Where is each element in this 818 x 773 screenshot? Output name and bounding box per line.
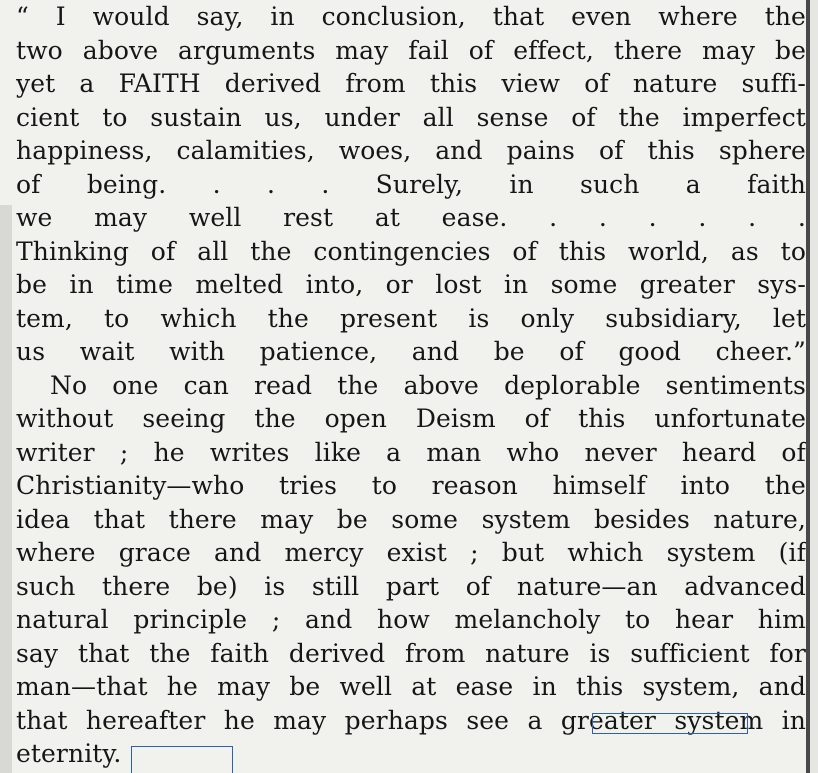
text-word: the [764, 2, 806, 31]
text-word: into [680, 471, 731, 500]
text-word: he [223, 705, 255, 735]
text-word: open [324, 404, 387, 433]
text-word: fail [408, 35, 449, 65]
text-word: sustain [150, 102, 242, 132]
text-word: where [16, 538, 96, 567]
text-line [16, 503, 806, 537]
text-word: tries [278, 471, 338, 500]
text-word: that [492, 2, 545, 31]
text-word: man [426, 437, 482, 467]
text-word: this [558, 236, 607, 266]
text-word: with [169, 337, 226, 366]
text-word: besides [593, 504, 690, 534]
text-word: ; [470, 538, 479, 567]
text-word: of [512, 236, 537, 266]
text-word: at [374, 203, 400, 232]
text-word: only [520, 303, 575, 333]
text-word: may [217, 672, 271, 701]
text-word: may [335, 35, 389, 65]
text-word: may [702, 35, 756, 65]
text-word: yet [16, 69, 56, 98]
text-word: reason [431, 471, 518, 500]
text-word: being. [86, 169, 167, 199]
text-word: faith [210, 638, 270, 668]
text-word: into, [305, 270, 364, 299]
text-word: . [321, 169, 330, 199]
text-word: us, [264, 102, 302, 132]
text-word: sphere [718, 136, 806, 165]
text-line [16, 436, 806, 470]
text-word: I [55, 2, 66, 31]
text-word: greater [560, 705, 656, 735]
text-word: system [666, 538, 756, 567]
text-word: nature [485, 638, 570, 668]
text-word: perhaps [344, 705, 448, 735]
text-word: who [506, 437, 560, 467]
text-word: us [16, 337, 46, 366]
text-word: of [781, 437, 806, 467]
text-word: sense [476, 102, 549, 132]
text-word: may [260, 504, 314, 534]
text-word: well [339, 672, 393, 701]
text-word: natural [16, 605, 109, 634]
text-word: say, [196, 2, 244, 31]
text-word: the [618, 102, 660, 132]
text-word: the [337, 370, 379, 400]
text-word: how [377, 605, 430, 634]
text-word: such [580, 169, 640, 199]
text-word: from [405, 638, 466, 668]
text-word: happiness, [16, 136, 153, 165]
text-line [16, 101, 806, 135]
text-word: Deism [415, 404, 496, 433]
text-word: for [769, 638, 806, 668]
text-word: and [435, 136, 483, 165]
text-word: from [345, 69, 406, 98]
text-word: . [797, 203, 806, 232]
text-word: view [501, 69, 561, 98]
text-word: time [116, 270, 173, 299]
text-word: himself [552, 471, 646, 500]
text-word: he [153, 437, 185, 467]
text-word: tem, [16, 303, 73, 333]
text-word: be [289, 672, 321, 701]
text-word: and [213, 538, 262, 567]
text-word: as [730, 236, 759, 266]
text-word: . [598, 203, 607, 232]
text-word: hereafter [85, 705, 206, 735]
text-word: . [549, 203, 558, 232]
text-word: Surely, [375, 169, 464, 199]
text-word: all [197, 236, 229, 266]
text-word: conclusion, [321, 2, 466, 31]
text-word: greater [639, 270, 735, 299]
text-word: sufficient [630, 638, 750, 668]
text-line [16, 369, 806, 403]
text-word: is [264, 571, 286, 601]
text-line [16, 268, 806, 302]
text-line [16, 637, 806, 671]
text-line [16, 469, 806, 503]
text-word: principle [133, 605, 248, 634]
text-word: heard [681, 437, 757, 467]
text-word: unfortunate [654, 404, 806, 433]
text-line [16, 536, 806, 570]
text-word: like [314, 437, 361, 467]
text-word: two [16, 35, 63, 65]
text-word: lost [435, 270, 482, 299]
text-word: . [212, 169, 221, 199]
text-line [16, 402, 806, 436]
text-word: let [772, 303, 806, 333]
text-word: . [748, 203, 757, 232]
text-word: see [466, 705, 510, 735]
text-word: a [685, 169, 701, 199]
text-word: even [571, 2, 632, 31]
text-word: but [501, 538, 545, 567]
text-line [16, 34, 806, 68]
text-word: all [422, 102, 454, 132]
text-word: a [527, 705, 543, 735]
text-word: where [658, 2, 738, 31]
text-word: FAITH [118, 69, 201, 98]
text-word: be [493, 337, 525, 366]
text-word: grace [118, 538, 191, 567]
text-word: the [267, 303, 309, 333]
text-word: be [16, 270, 47, 299]
text-word: good [618, 337, 681, 366]
text-word: melancholy [454, 605, 601, 634]
text-word: calamities, [176, 136, 315, 165]
text-word: Christianity—who [16, 471, 245, 500]
text-word: say [16, 638, 59, 668]
text-word: is [589, 638, 611, 668]
text-line [16, 201, 806, 235]
text-word: of [465, 571, 491, 601]
text-word: in [69, 270, 94, 299]
text-word: in [532, 672, 557, 701]
text-word: in [509, 169, 534, 199]
text-word: seeing [142, 404, 226, 433]
text-word: some [550, 270, 618, 299]
text-word: . [648, 203, 657, 232]
text-word: cheer.” [715, 337, 806, 366]
text-word: ease [455, 672, 514, 701]
text-word: we [16, 203, 53, 232]
text-word: pains [506, 136, 575, 165]
text-line [16, 570, 806, 604]
text-word: that [16, 705, 68, 735]
text-word: deplorable [504, 370, 641, 400]
text-word: derived [288, 638, 386, 668]
text-word: and [758, 672, 806, 701]
text-line [16, 0, 806, 34]
text-word: nature—an [516, 571, 658, 601]
text-word: which [160, 303, 237, 333]
text-word: arguments [178, 35, 316, 65]
text-word: imperfect [682, 102, 806, 132]
text-word: nature, [713, 504, 806, 534]
text-word: ease. [441, 203, 508, 232]
text-word: wait [79, 337, 135, 366]
text-word: present [340, 303, 438, 333]
text-word: woes, [338, 136, 412, 165]
text-line [16, 235, 806, 269]
text-word: Thinking [16, 236, 129, 266]
text-word: be [336, 504, 368, 534]
text-line [16, 603, 806, 637]
text-word: may [273, 705, 327, 735]
text-word: some [391, 504, 459, 534]
text-word: rest [283, 203, 334, 232]
text-word: of [598, 136, 624, 165]
text-word: and [411, 337, 460, 366]
text-word: No [50, 370, 88, 400]
text-word: still [311, 571, 360, 601]
text-word: without [16, 404, 114, 433]
text-word: read [254, 370, 313, 400]
text-word: be [775, 35, 806, 65]
text-word: to [780, 236, 806, 266]
text-word: of [524, 404, 550, 433]
selection-box [592, 713, 748, 734]
text-word: and [305, 605, 353, 634]
text-word: under [324, 102, 400, 132]
text-word: . [698, 203, 707, 232]
text-word: idea [16, 504, 71, 534]
text-word: faith [747, 169, 806, 199]
text-word: writes [209, 437, 290, 467]
text-word: contingencies [313, 236, 491, 266]
text-word: subsidiary, [605, 303, 742, 333]
text-word: cient [16, 102, 80, 132]
text-word: system [481, 504, 571, 534]
text-word: (if [778, 538, 806, 567]
text-word: ; [271, 605, 281, 634]
text-word: the [254, 404, 296, 433]
text-word: advanced [684, 571, 806, 601]
text-word: in [503, 270, 529, 299]
text-word: there [102, 571, 171, 601]
text-word: to [102, 102, 128, 132]
text-word: mercy [284, 538, 364, 567]
text-word: of [584, 69, 609, 98]
text-word: in [270, 2, 295, 31]
scan-margin [0, 205, 12, 773]
text-word: can [183, 370, 229, 400]
text-word: to [624, 605, 651, 634]
text-word: above [82, 35, 159, 65]
text-word: man—that [16, 672, 148, 701]
text-line [16, 134, 806, 168]
text-word: may [94, 203, 148, 232]
text-word: system, [642, 672, 740, 701]
text-word: which [567, 538, 644, 567]
text-word: this [429, 69, 478, 98]
text-word: sentiments [665, 370, 806, 400]
text-word: the [764, 471, 806, 500]
article-text [16, 0, 806, 771]
text-word: one [112, 370, 159, 400]
text-word: a [386, 437, 402, 467]
text-word: there [613, 35, 683, 65]
text-word: or [385, 270, 413, 299]
text-word: of [150, 236, 176, 266]
text-line [16, 335, 806, 369]
text-word: is [468, 303, 490, 333]
text-word: him [757, 605, 806, 634]
text-word: world, [628, 236, 709, 266]
text-word: to [104, 303, 130, 333]
text-word: this [578, 404, 626, 433]
selection-box [131, 746, 233, 773]
text-word: the [250, 236, 292, 266]
text-word: well [188, 203, 242, 232]
text-word: nature [632, 69, 718, 98]
text-word: of [559, 337, 584, 366]
text-word: effect, [513, 35, 594, 65]
text-word: to [371, 471, 398, 500]
text-word: exist [386, 538, 447, 567]
text-word: above [403, 370, 479, 400]
text-word: suffi- [741, 69, 806, 98]
text-word: . [266, 169, 275, 199]
text-word: patience, [259, 337, 378, 366]
text-word: never [584, 437, 657, 467]
text-word: there [168, 504, 237, 534]
text-word: “ [16, 2, 29, 31]
text-word: system [674, 705, 764, 735]
text-word: writer [16, 437, 95, 467]
text-word: would [92, 2, 170, 31]
text-word: this [647, 136, 695, 165]
text-word: that [77, 638, 130, 668]
text-line [16, 670, 806, 704]
right-margin [810, 0, 818, 773]
text-word: the [149, 638, 191, 668]
text-line [16, 168, 806, 202]
text-word: in [781, 705, 806, 735]
text-line [16, 302, 806, 336]
text-word: such [16, 571, 76, 601]
text-word: eternity. [16, 739, 122, 768]
text-word: part [385, 571, 440, 601]
text-word: derived [224, 69, 322, 98]
text-word: be) [196, 571, 238, 601]
text-word: hear [674, 605, 734, 634]
text-word: of [571, 102, 596, 132]
text-word: ; [119, 437, 129, 467]
text-word: melted [195, 270, 284, 299]
text-word: this [575, 672, 624, 701]
text-word: of [468, 35, 494, 65]
text-word: he [166, 672, 198, 701]
text-word: that [93, 504, 146, 534]
text-word: at [411, 672, 437, 701]
text-line [16, 67, 806, 101]
text-word: of [16, 169, 41, 199]
text-word: a [79, 69, 95, 98]
text-word: sys- [757, 270, 806, 299]
